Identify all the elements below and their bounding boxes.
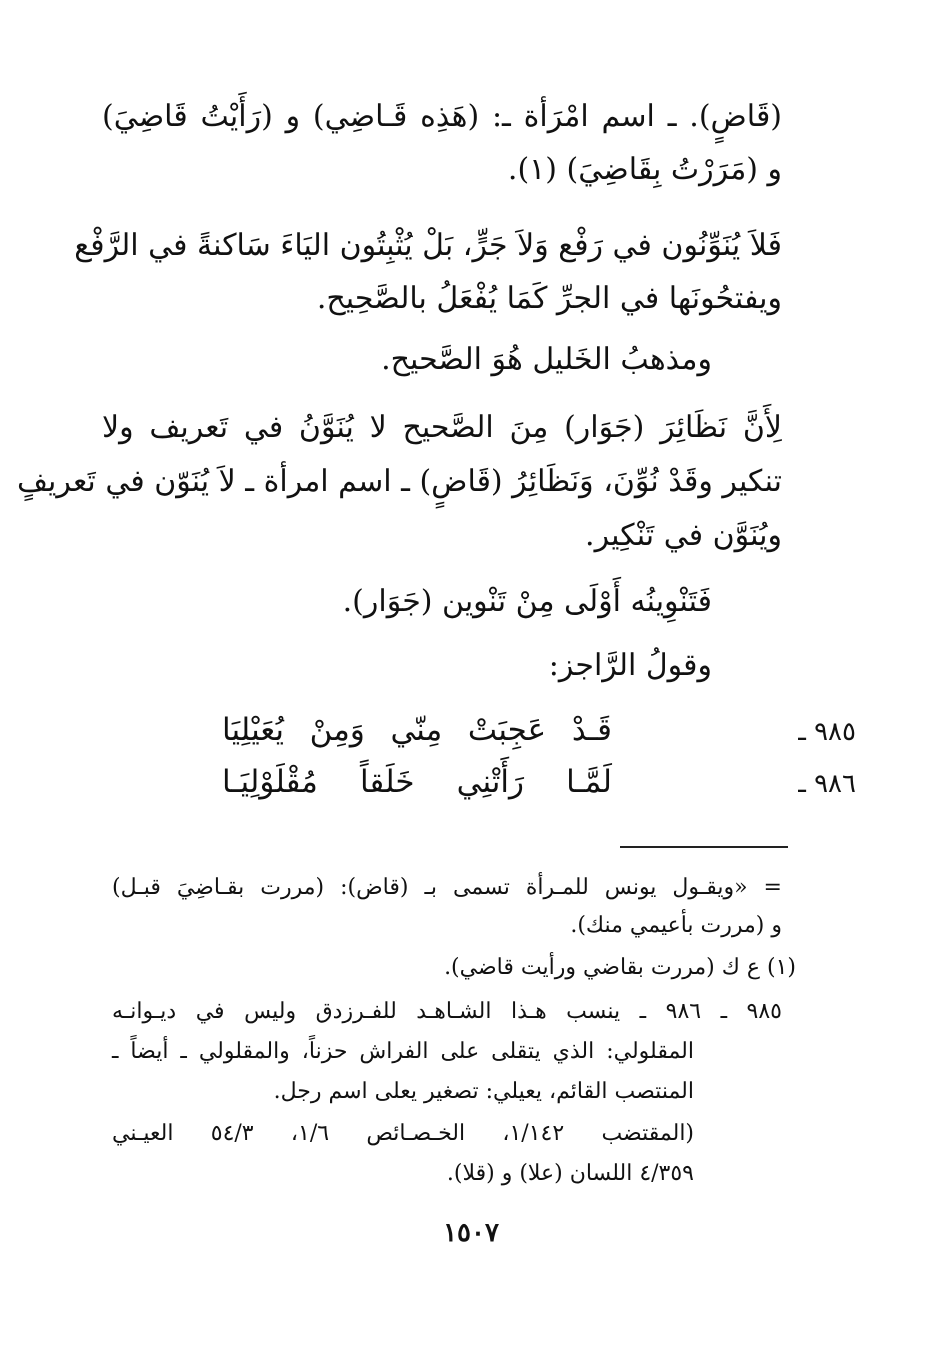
body-line-6: لِأَنَّ نَظَائِرَ (جَوَار) مِنَ الصَّحيح لا يُنَوَّنُ في تَعريف ولا [102, 410, 782, 445]
body-line-7: تنكير وقَدْ نُوِّنَ، وَنَظَائِرُ (قَاضٍ) ـ اسم امرأة ـ لاَ يُنَوّن في تَعريفٍ [17, 464, 782, 499]
footnote-line-5: المقلولي: الذي يتقلى على الفراش حزناً، والمقلولي ـ أيضاً ـ [112, 1039, 694, 1064]
body-line-1: (قَاضٍ). ـ اسم امْرَأة ـ: (هَذِه قَـاضِي) و (رَأَيْتُ قَاضِيَ) [102, 99, 782, 134]
body-line-2: و (مَرَرْتُ بِقَاضِيَ) (١). [507, 152, 782, 187]
footnote-line-8: ٤/٣٥٩ اللسان (علا) و (قلا). [446, 1161, 694, 1186]
body-line-9: فَتَنْوِينُه أَوْلَى مِنْ تَنْوين (جَوَار). [342, 584, 712, 619]
body-line-10: وقولُ الرَّاجز: [548, 648, 712, 683]
verse-number-986: ٩٨٦ ـ [798, 769, 856, 799]
footnote-line-3: (١) ع ك (مررت بقاضي ورأيت قاضي). [444, 955, 796, 980]
body-line-5: ومذهبُ الخَليل هُوَ الصَّحيح. [381, 342, 712, 377]
footnote-line-1: = «ويقـول يونس للمـرأة تسمى بـ (قاض): (مررت بقـاضِيَ قبـل) [112, 875, 782, 900]
page-number: ١٥٠٧ [443, 1218, 499, 1248]
footnote-line-6: المنتصب القائم، يعيلي: تصغير يعلى اسم رجل. [273, 1079, 694, 1104]
footnote-line-4: ٩٨٥ ـ ٩٨٦ ـ ينسب هـذا الشـاهـد للفـرزدق وليس في ديـوانـه [112, 999, 782, 1024]
body-line-3: فَلاَ يُنَوِّنُون في رَفْع وَلاَ جَرٍّ، بَلْ يُثْبِتُون اليَاءَ سَاكنةً في الرَّفْع [74, 228, 782, 263]
footnote-separator [620, 846, 788, 848]
body-line-8: ويُنَوَّن في تَنْكِير. [585, 518, 782, 553]
footnote-line-7: (المقتضب ١/١٤٢، الخـصـائص ١/٦، ٥٤/٣ العيـني [112, 1121, 695, 1146]
footnote-line-2: و (مررت بأعيمي منك). [570, 913, 782, 938]
verse-985: قَـدْ عَجِبَتْ مِنّي وَمِنْ يُعَيْلِيَا [222, 712, 612, 748]
verse-986: لَمَّـا رَأَتْنِي خَلَقاً مُقْلَوْلِيَـا [222, 764, 612, 800]
body-line-4: ويفتحُونَها في الجرِّ كَمَا يُفْعَلُ بالصَّحِيح. [316, 281, 782, 316]
verse-number-985: ٩٨٥ ـ [798, 717, 856, 747]
